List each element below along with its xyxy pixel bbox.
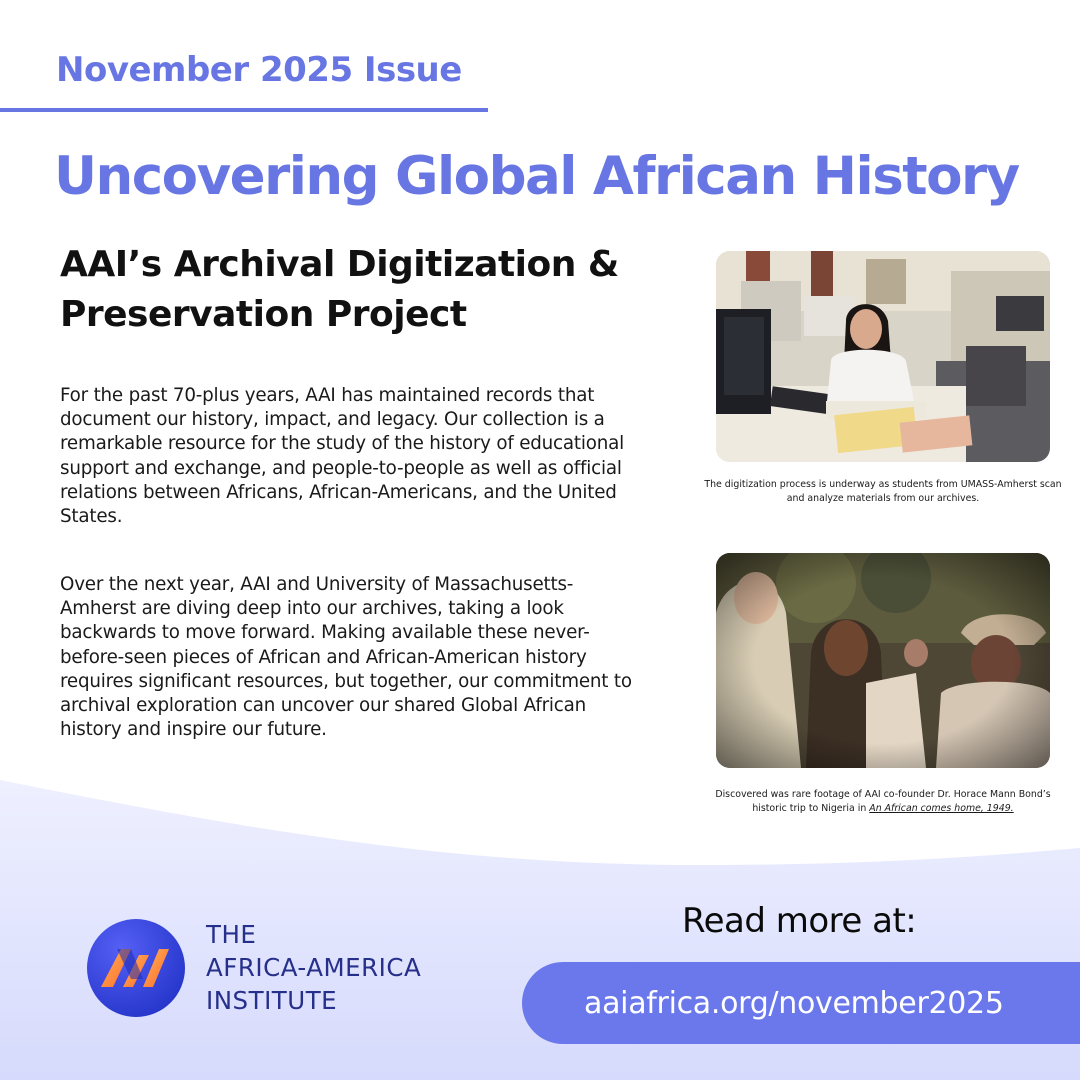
- film-title: An African comes home, 1949.: [869, 803, 1014, 814]
- aai-logo-mark: [87, 919, 185, 1017]
- newsletter-url[interactable]: aaiafrica.org/november2025: [584, 985, 1004, 1021]
- archival-footage-still: [716, 553, 1050, 768]
- aai-logo-wordmark: [206, 918, 421, 1017]
- newsletter-link-button[interactable]: [522, 962, 1080, 1044]
- logo-line-1: THE: [206, 920, 257, 949]
- digitization-photo: [716, 251, 1050, 462]
- issue-divider: [0, 108, 488, 112]
- issue-label: November 2025 Issue: [56, 50, 462, 90]
- body-paragraph-1: For the past 70-plus years, AAI has maintained records that document our history, impact, and legacy. Our collection is a remarkable resource for the study of the history of educational support and exchange, and people-to-people as well as official relations between Africans, African-Americans, and the United States.: [60, 385, 625, 528]
- photo-caption-2-text: Discovered was rare footage of AAI co-founder Dr. Horace Mann Bond’s historic trip to Nigeria in: [715, 789, 1051, 814]
- read-more-label: Read more at:: [682, 901, 917, 941]
- logo-line-2: AFRICA-AMERICA: [206, 953, 422, 982]
- photo-caption-2: [703, 788, 1063, 816]
- body-paragraph-2: Over the next year, AAI and University of Massachusetts-Amherst are diving deep into our archives, taking a look backwards to move forward. Making available these never-before-seen pieces of African and African-American history requires significant resources, but together, our commitment to archival exploration can uncover our shared Global African history and inspire our future.: [60, 574, 632, 741]
- photo-caption-1: The digitization process is underway as students from UMASS-Amherst scan and analyze materials from our archives.: [704, 479, 1062, 504]
- page-title: Uncovering Global African History: [54, 146, 1019, 207]
- logo-line-3: INSTITUTE: [206, 986, 338, 1015]
- project-subtitle: AAI’s Archival Digitization & Preservation Project: [60, 244, 619, 335]
